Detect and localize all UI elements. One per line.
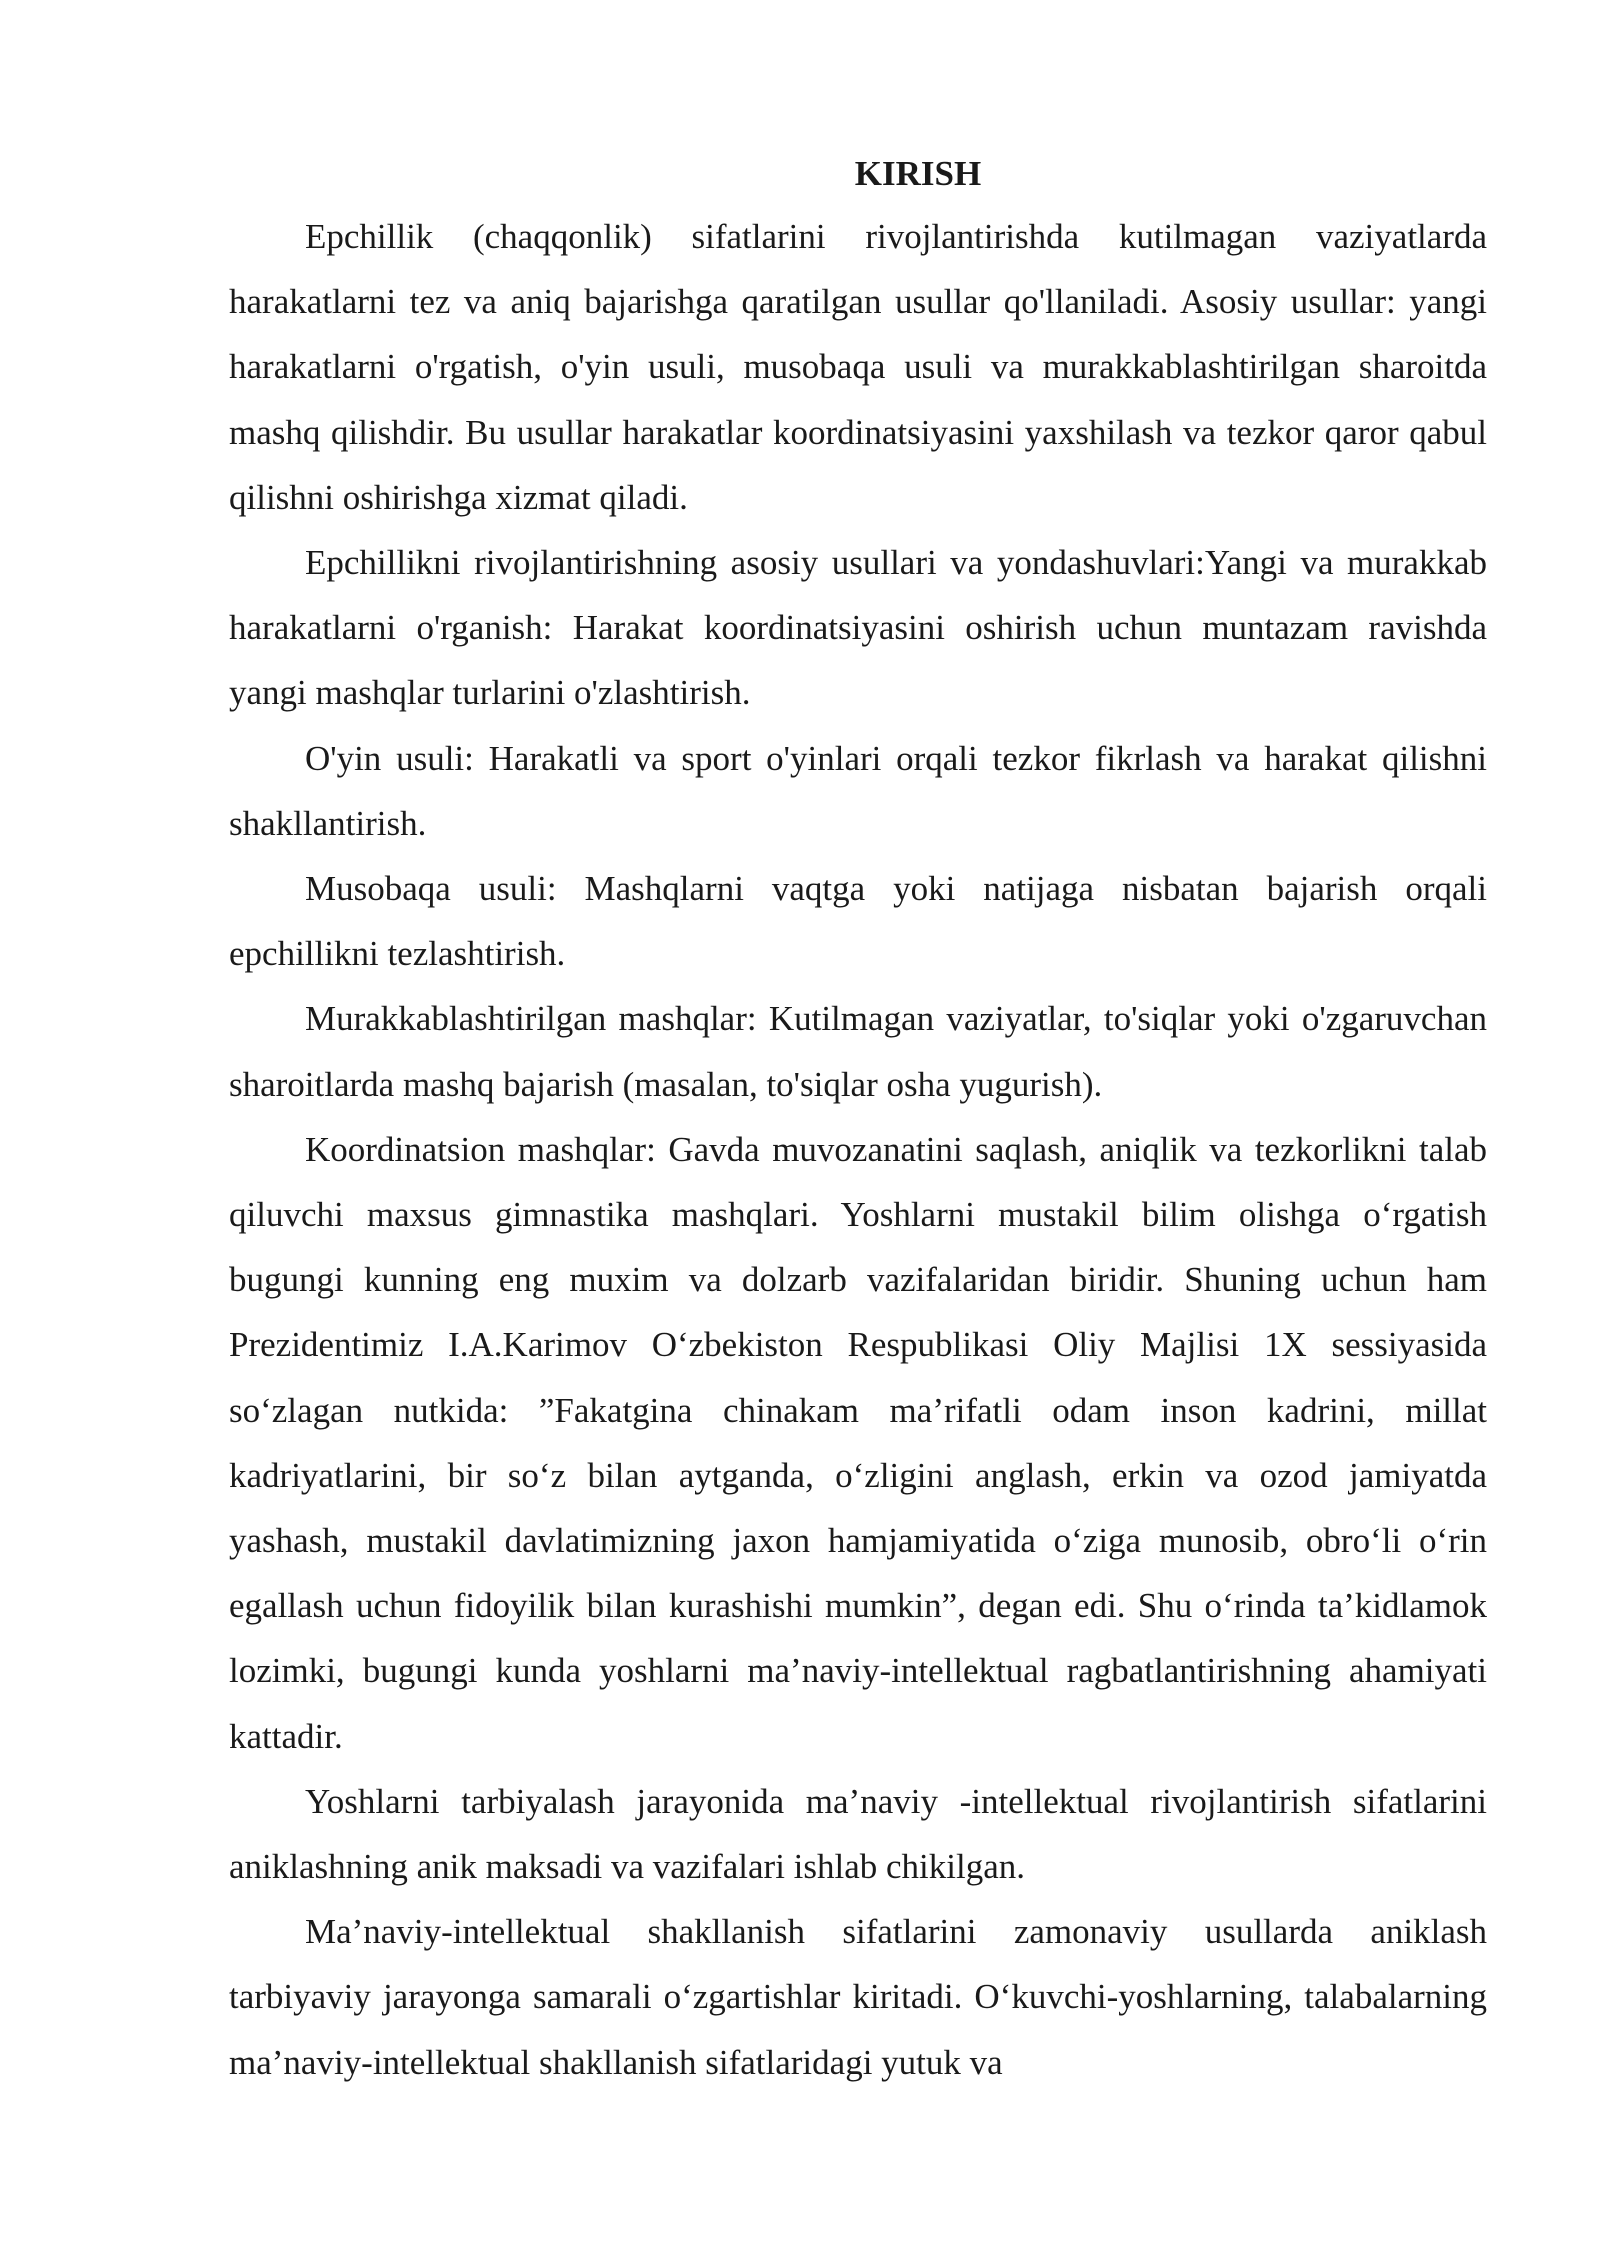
- document-body: [229, 148, 1487, 2095]
- paragraph-8: Ma’naviy-intellektual shakllanish sifatlarini zamonaviy usullarda aniklash tarbiyaviy jarayonga samarali o‘zgartishlar kiritadi. O‘kuvchi-yoshlarning, talabalarning ma’naviy-intellektual shakllanish sifatlaridagi yutuk va: [229, 1912, 1487, 2082]
- paragraph-5: Murakkablashtirilgan mashqlar: Kutilmagan vaziyatlar, to'siqlar yoki o'zgaruvchan sharoitlarda mashq bajarish (masalan, to'siqlar osha yugurish).: [229, 999, 1487, 1104]
- document-title: KIRISH: [854, 154, 982, 193]
- paragraph-1: Epchillik (chaqqonlik) sifatlarini rivojlantirishda kutilmagan vaziyatlarda harakatlarni tez va aniq bajarishga qaratilgan usullar qo'llaniladi. Asosiy usullar: yangi harakatlarni o'rgatish, o'yin usuli, musobaqa usuli va murakkablashtirilgan sharoitda mashq qilishdir. Bu usullar harakatlar koordinatsiyasini yaxshilash va tezkor qaror qabul qilishni oshirishga xizmat qiladi.: [229, 217, 1487, 517]
- paragraph-7: Yoshlarni tarbiyalash jarayonida ma’naviy -intellektual rivojlantirish sifatlarini aniklashning anik maksadi va vazifalari ishlab chikilgan.: [229, 1781, 1487, 1887]
- paragraph-6: Koordinatsion mashqlar: Gavda muvozanatini saqlash, aniqlik va tezkorlikni talab qiluvchi maxsus gimnastika mashqlari. Yoshlarni mustakil bilim olishga o‘rgatish bugungi kunning eng muxim va dolzarb vazifalaridan biridir. Shuning uchun ham Prezidentimiz I.A.Karimov O‘zbekiston Respublikasi Oliy Majlisi 1X sessiyasida so‘zlagan nutkida: ”Fakatgina chinakam ma’rifatli odam inson kadrini, millat kadriyatlarini, bir so‘z bilan aytganda, o‘zligini anglash, erkin va ozod jamiyatda yashash, mustakil davlatimizning jaxon hamjamiyatida o‘ziga munosib, obro‘li o‘rin egallash uchun fidoyilik bilan kurashishi mumkin”, degan edi. Shu o‘rinda ta’kidlamok lozimki, bugungi kunda yoshlarni ma’naviy-intellektual ragbatlantirishning ahamiyati kattadir.: [229, 1129, 1487, 1756]
- paragraph-3: O'yin usuli: Harakatli va sport o'yinlari orqali tezkor fikrlash va harakat qilishni shakllantirish.: [229, 738, 1487, 843]
- paragraph-4: Musobaqa usuli: Mashqlarni vaqtga yoki natijaga nisbatan bajarish orqali epchillikni tezlashtirish.: [229, 869, 1487, 974]
- paragraph-2: Epchillikni rivojlantirishning asosiy usullari va yondashuvlari:Yangi va murakkab harakatlarni o'rganish: Harakat koordinatsiyasini oshirish uchun muntazam ravishda yangi mashqlar turlarini o'zlashtirish.: [229, 543, 1487, 713]
